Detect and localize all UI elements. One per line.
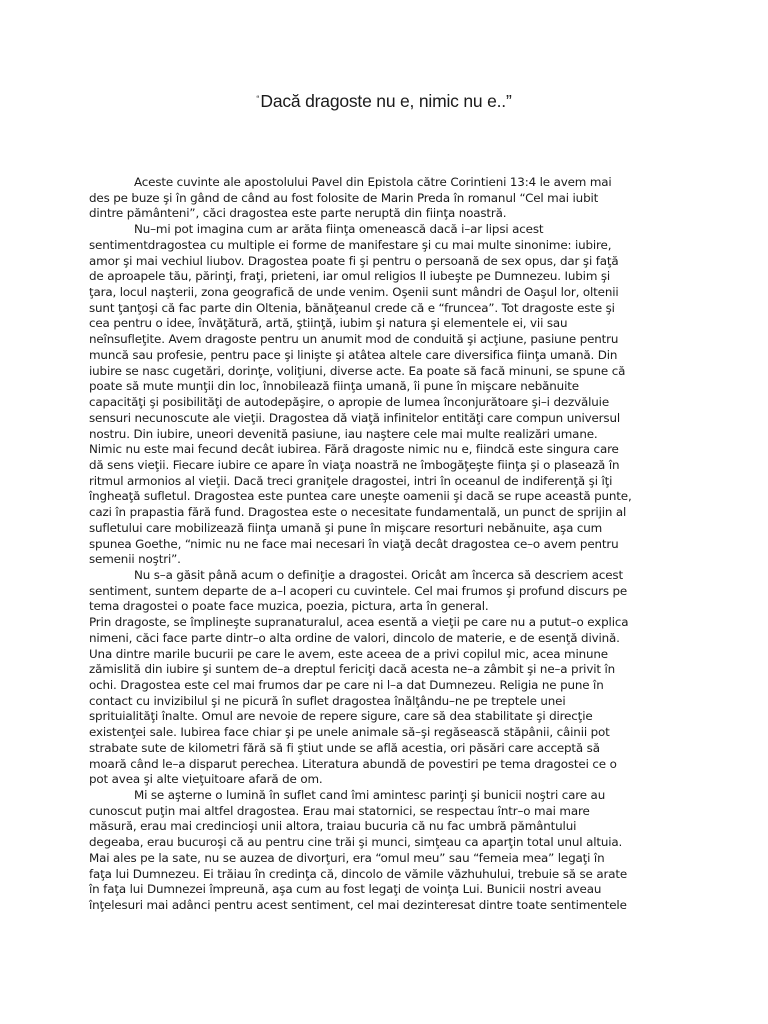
text-line: sensuri necunoscute ale vieţii. Dragostea dă viaţă infinitelor entităţi care compun universul: [89, 410, 620, 425]
text-line: dintre pământeni”, căci dragostea este parte neruptă din fiinţa noastră.: [89, 206, 507, 221]
text-line: ritmul armonios al vieţii. Dacă treci graniţele dragostei, intri în oceanul de indiferenţă şi îţi: [89, 473, 613, 488]
text-line: în faţa lui Dumnezei împreună, aşa cum au fost legaţi de voinţa Lui. Bunicii nostri aveau: [89, 882, 602, 897]
text-line: spunea Goethe, “nimic nu ne face mai necesari în viaţă decât dragostea ce–o avem pentru: [89, 536, 619, 551]
text-line: ţara, locul naşterii, zona geografică de unde venim. Oşenii sunt mândri de Oaşul lor, oltenii: [89, 285, 619, 300]
text-line: cazi în prapastia fără fund. Dragostea este o necesitate fundamentală, un punct de sprijin al: [89, 505, 627, 520]
text-line: moară când le–a disparut perechea. Literatura abundă de povestiri pe tema dragostei ce o: [89, 756, 617, 771]
text-line: Nimic nu este mai fecund decât iubirea. Fără dragoste nimic nu e, fiindcă este singura care: [89, 442, 619, 457]
text-line: sentiment, suntem departe de a–l acoperi cu cuvintele. Cel mai frumos şi profund discurs pe: [89, 583, 628, 598]
text-line: dă sens vieţii. Fiecare iubire ce apare în viaţa noastră ne îmbogăţeşte fiinţa şi o plasează în: [89, 457, 620, 472]
document-body: [89, 175, 689, 914]
text-line: strabate sute de kilometri fără să fi ştiut unde se află acestia, ori păsări care acceptă să: [89, 740, 600, 755]
text-line: Nu–mi pot imagina cum ar arăta fiinţa omenească dacă i–ar lipsi acest: [134, 222, 544, 237]
text-line: Aceste cuvinte ale apostolului Pavel din Epistola către Corintieni 13:4 le avem mai: [134, 175, 612, 189]
text-line: faţa lui Dumnezeu. Ei trăiau în credinţa că, dincolo de vămile văzhuhului, trebuie să se arate: [89, 866, 628, 881]
text-line: contact cu invizibilul şi ne picură în suflet dragostea înălţându–ne pe treptele unei: [89, 693, 566, 708]
text-line: Mai ales pe la sate, nu se auzea de divorţuri, era “omul meu” sau “femeia mea” legaţi în: [89, 850, 605, 865]
text-line: ochi. Dragostea este cel mai frumos dar pe care ni l–a dat Dumnezeu. Religia ne pune în: [89, 678, 604, 692]
text-line: cea pentru o idee, învăţătură, artă, ştiinţă, iubim şi natura şi elementele ei, vii sau: [89, 316, 568, 331]
text-line: Nu s–a găsit până acum o definiţie a dragostei. Oricât am încerca să descriem acest: [134, 567, 623, 582]
text-line: nimeni, căci face parte dintr–o alta ordine de valori, dincolo de materie, e de esenţă divină.: [89, 630, 620, 645]
text-line: Mi se aşterne o lumină în suflet cand îmi amintesc parinţi şi bunicii noştri care au: [134, 788, 606, 803]
text-line: îngheaţă sufletul. Dragostea este puntea care uneşte oamenii şi dacă se rupe această punte,: [89, 489, 632, 504]
text-line: amor şi mai vechiul liubov. Dragostea poate fi şi pentru o persoană de sex opus, dar şi faţă: [89, 253, 619, 268]
text-line: pot avea şi alte vieţuitoare afară de om.: [89, 772, 323, 787]
text-line: neînsufleţite. Avem dragoste pentru un anumit mod de conduită şi acţiune, pasiune pentru: [89, 332, 619, 347]
title-opening-quote: “: [256, 94, 260, 104]
document-title: [0, 91, 768, 112]
text-line: poate să mute munţii din loc, înnobilează fiinţa umană, îi pune în mişcare nebănuite: [89, 379, 579, 394]
text-line: tema dragostei o poate face muzica, poezia, pictura, arta în general.: [89, 599, 489, 614]
text-line: muncă sau profesie, pentru pace şi linişte şi atâtea altele care diversifica fiinţa umană. Din: [89, 347, 618, 362]
text-line: sunt ţanţoşi că fac parte din Oltenia, bănăţeanul crede că e “fruncea”. Tot dragoste este şi: [89, 300, 615, 315]
text-line: capacităţi şi posibilităţi de autodepăşire, o apropie de lumea înconjurătoare şi–i dezvăluie: [89, 395, 609, 410]
text-line: înţelesuri mai adânci pentru acest sentiment, cel mai dezinteresat dintre toate sentimentele: [89, 898, 627, 913]
text-line: zămislită din iubire şi suntem de–a dreptul fericiţi dacă acesta ne–a zâmbit şi ne–a privit în: [89, 662, 616, 677]
text-line: Una dintre marile bucurii pe care le avem, este aceea de a privi copilul mic, acea minune: [89, 646, 608, 661]
text-line: măsură, erau mai credincioşi unii altora, traiau bucuria că nu fac umbră pământului: [89, 819, 577, 834]
text-line: sufletului care mobilizează fiinţa umană şi pune în mişcare resorturi nebănuite, aşa cum: [89, 520, 603, 535]
text-line: iubire se nasc cugetări, dorinţe, voliţiuni, diverse acte. Ea poate să facă minuni, se spune că: [89, 363, 626, 378]
text-line: degeaba, erau bucuroşi că au pentru cine trăi şi munci, simţeau ca aparţin total unul altuia.: [89, 835, 623, 850]
text-line: sentimentdragostea cu multiple ei forme de manifestare şi cu mai multe sinonime: iubire,: [89, 237, 612, 252]
text-line: Prin dragoste, se împlineşte supranaturalul, acea esentă a vieţii pe care nu a putut–o explica: [89, 615, 629, 630]
text-line: sprituialităţi înalte. Omul are nevoie de repere sigure, care să dea stabilitate şi direcţie: [89, 709, 593, 724]
text-line: semenii noştri”.: [89, 552, 181, 567]
title-text: Dacă dragoste nu e, nimic nu e..”: [260, 91, 512, 111]
text-line: nostru. Din iubire, uneori devenită pasiune, iau naştere cele mai multe realizări umane.: [89, 426, 598, 441]
text-line: de aproapele tău, părinţi, fraţi, prieteni, iar omul religios Il iubeşte pe Dumnezeu. Iubim şi: [89, 269, 611, 284]
text-line: des pe buze şi în gând de când au fost folosite de Marin Preda în romanul “Cel mai iubit: [89, 190, 599, 205]
text-line: existenţei sale. Iubirea face chiar şi pe unele animale să–şi regăsească stăpânii, câinii pot: [89, 725, 610, 740]
text-line: cunoscut puţin mai altfel dragostea. Erau mai statornici, se respectau într–o mai mare: [89, 803, 590, 818]
